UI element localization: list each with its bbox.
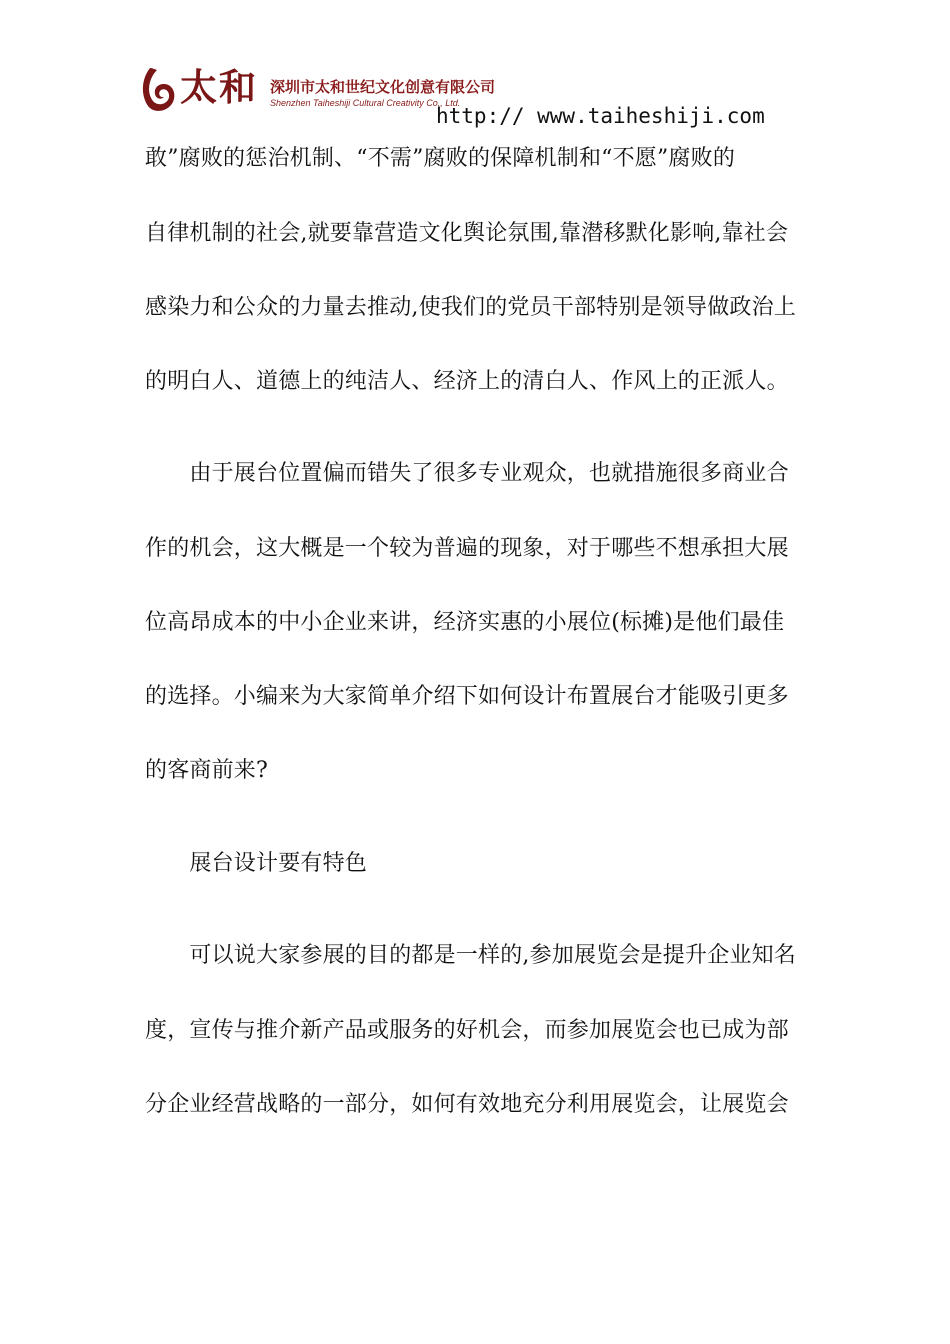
- text-line: 由于展台位置偏而错失了很多专业观众，也就措施很多商业合: [145, 461, 789, 486]
- taihe-logo-icon: [140, 64, 178, 114]
- website-url[interactable]: http:// www.taiheshiji.com: [436, 104, 765, 128]
- text-line: 分企业经营战略的一部分，如何有效地充分利用展览会，让展览会: [145, 1092, 789, 1117]
- text-line: 自律机制的社会,就要靠营造文化舆论氛围,靠潜移默化影响,靠社会: [145, 221, 789, 246]
- section-heading: 展台设计要有特色: [145, 851, 368, 876]
- page-header: [140, 62, 780, 132]
- text-line: 的选择。小编来为大家简单介绍下如何设计布置展台才能吸引更多: [145, 684, 789, 709]
- brand-logo-text: 太和: [180, 65, 258, 109]
- text-line: 敢”腐败的惩治机制、“不需”腐败的保障机制和“不愿”腐败的: [145, 146, 736, 171]
- text-line: 的明白人、道德上的纯洁人、经济上的清白人、作风上的正派人。: [145, 369, 789, 394]
- text-line: 感染力和公众的力量去推动,使我们的党员干部特别是领导做政治上: [145, 295, 796, 320]
- company-name-cn: 深圳市太和世纪文化创意有限公司: [270, 78, 496, 96]
- company-name-en: Shenzhen Taiheshiji Cultural Creativity Co., Ltd.: [270, 98, 461, 108]
- text-line: 可以说大家参展的目的都是一样的,参加展览会是提升企业知名: [145, 943, 796, 968]
- text-line: 位高昂成本的中小企业来讲，经济实惠的小展位(标摊)是他们最佳: [145, 610, 785, 635]
- text-line: 的客商前来?: [145, 758, 268, 783]
- text-line: 度，宣传与推介新产品或服务的好机会，而参加展览会也已成为部: [145, 1018, 789, 1043]
- text-line: 作的机会，这大概是一个较为普遍的现象，对于哪些不想承担大展: [145, 536, 789, 561]
